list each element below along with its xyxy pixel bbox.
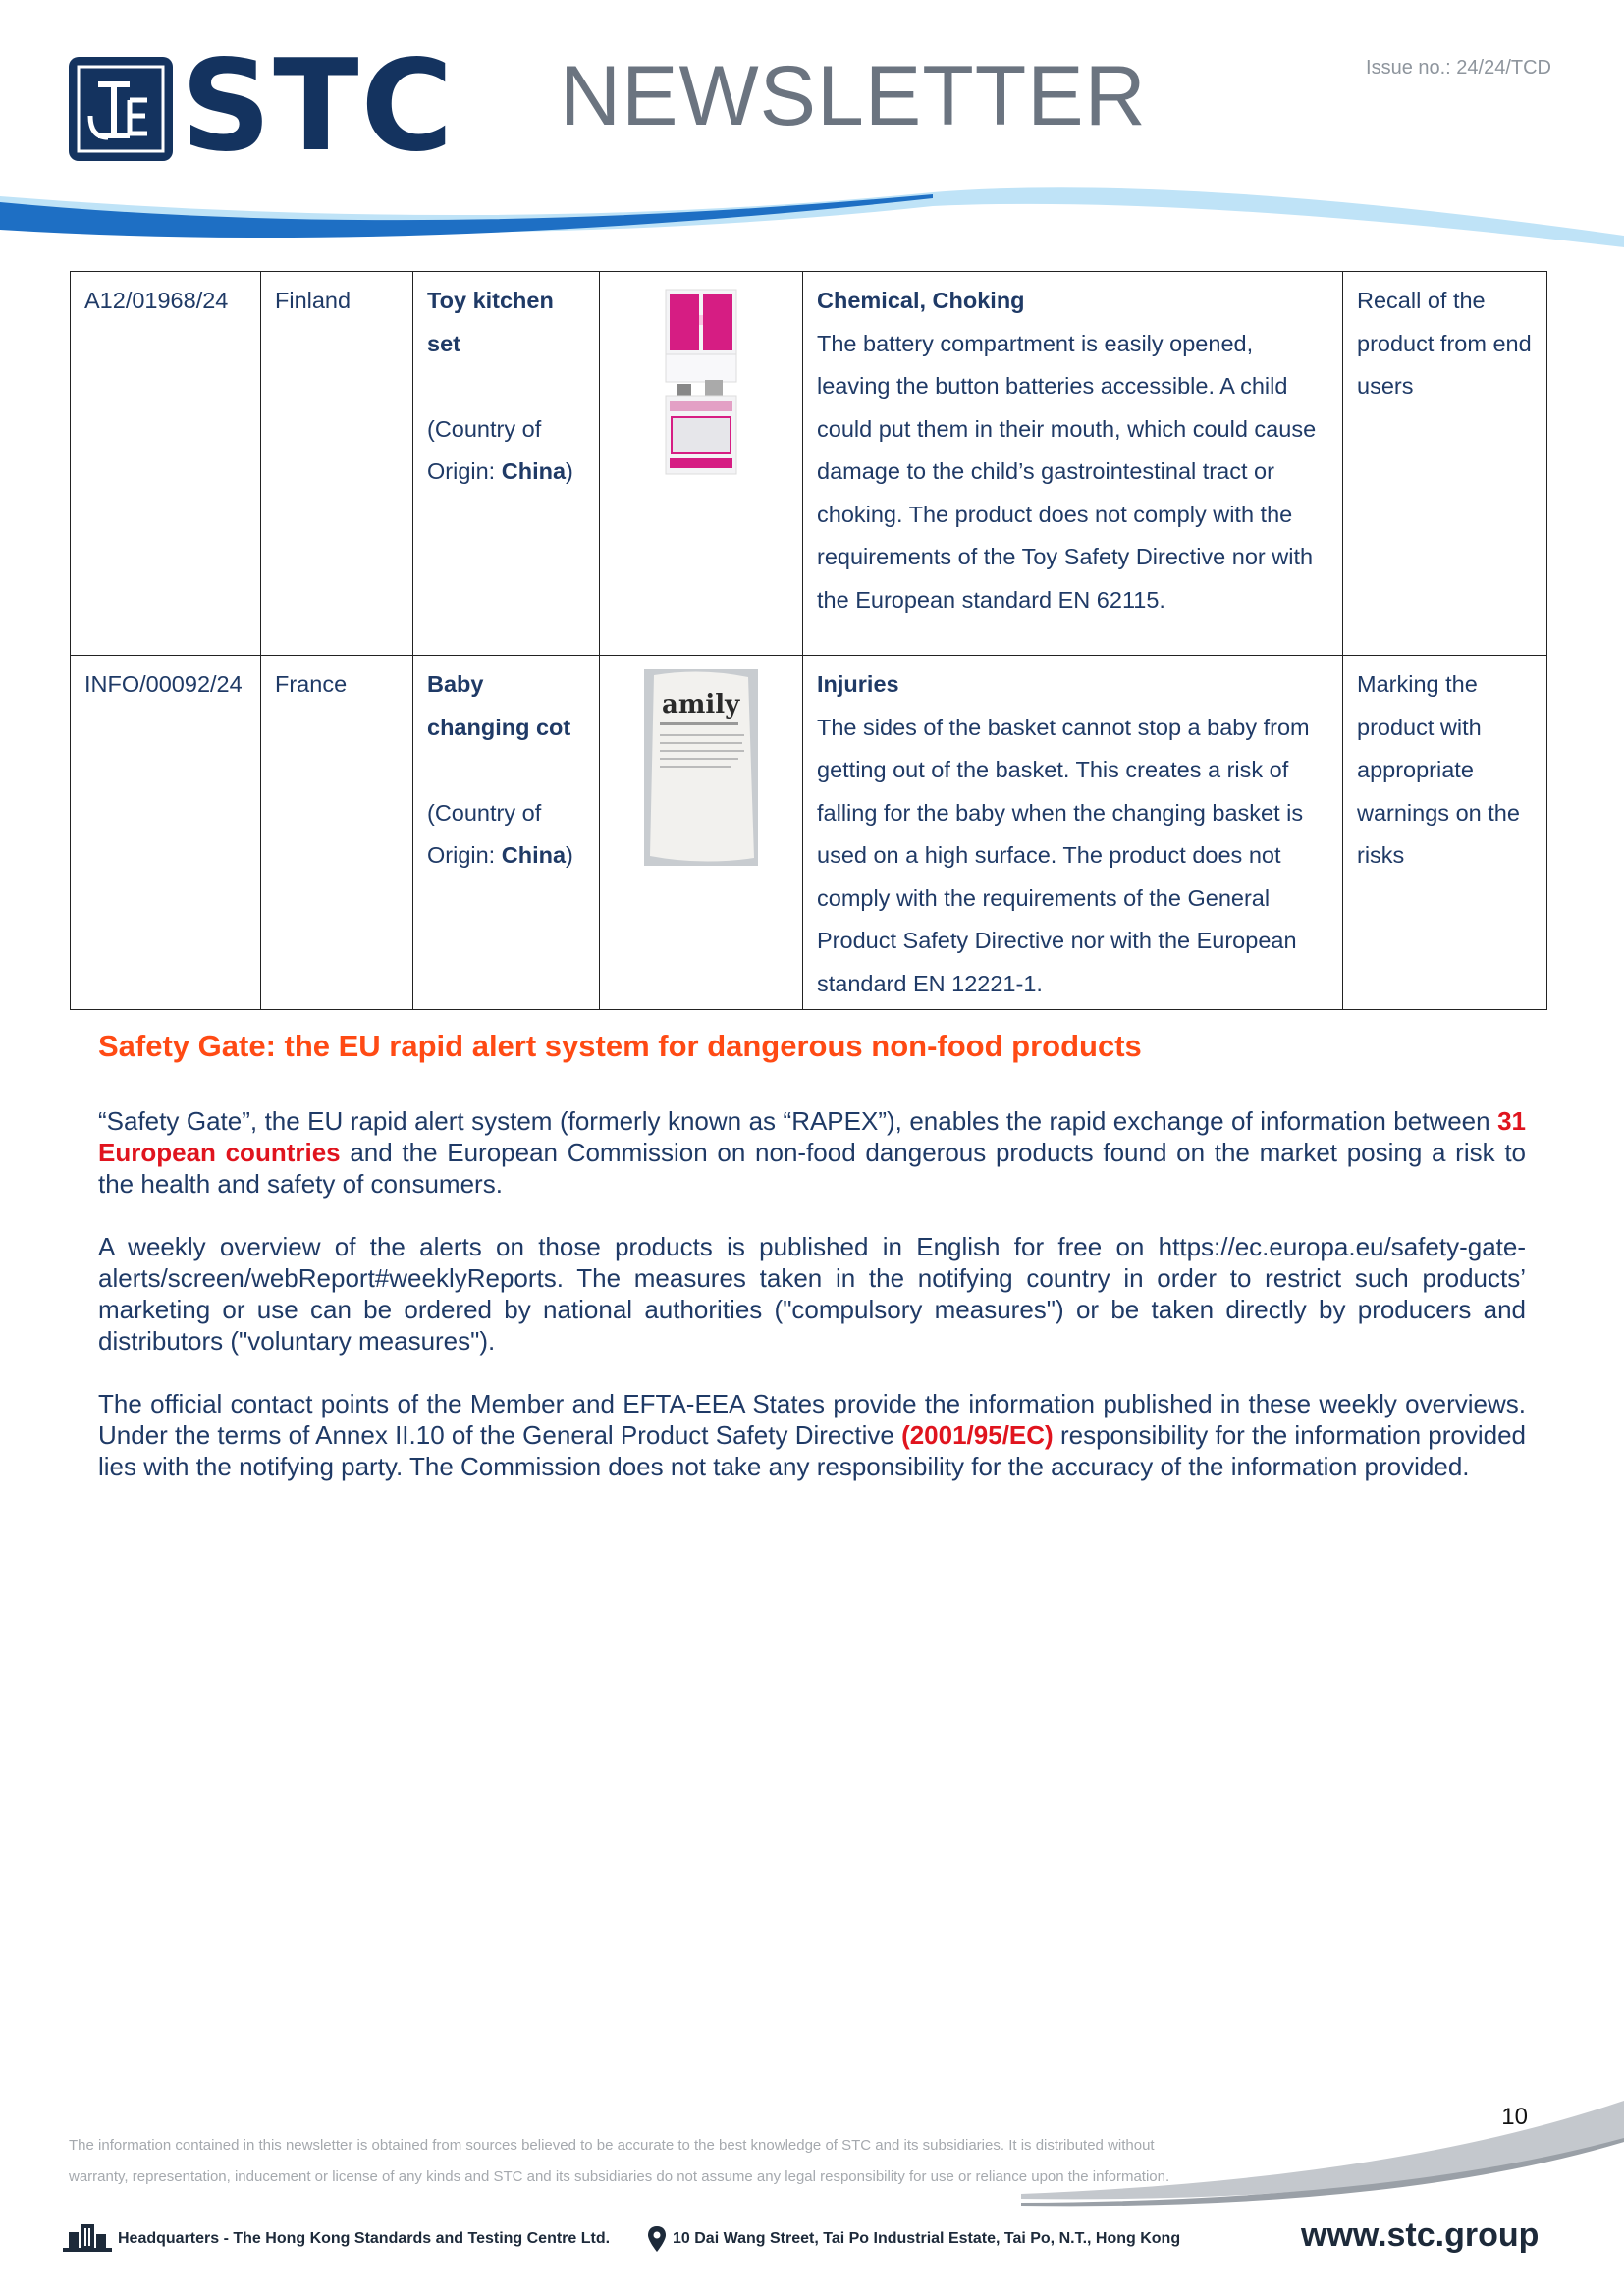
- risk-cell: [803, 272, 1343, 656]
- measure-cell: Recall of the product from end users: [1343, 272, 1547, 656]
- measure-cell: Marking the product with appropriate warnings on the risks: [1343, 656, 1547, 1010]
- toy-kitchen-photo: [662, 286, 740, 478]
- table-row: [71, 272, 1547, 656]
- issue-number: Issue no.: 24/24/TCD: [1366, 57, 1551, 79]
- building-icon: [63, 2222, 112, 2252]
- ref-cell: A12/01968/24: [71, 272, 261, 656]
- location-pin-icon: [648, 2226, 666, 2252]
- alerts-table: [70, 271, 1547, 1010]
- paragraph-intro: “Safety Gate”, the EU rapid alert system (formerly known as “RAPEX”), enables the rapid exchange of information between 31 European countries and the European Commission on non-food dangerous products found on the market posing a risk to the health and safety of consumers.: [98, 1106, 1526, 1199]
- table-row: [71, 656, 1547, 1010]
- baby-changing-cot-photo: [644, 669, 758, 866]
- country-cell: France: [261, 656, 413, 1010]
- headquarters-text: Headquarters - The Hong Kong Standards and Testing Centre Ltd.: [118, 2230, 611, 2247]
- section-heading: Safety Gate: the EU rapid alert system for dangerous non-food products: [98, 1029, 1142, 1063]
- risk-cell: [803, 656, 1343, 1010]
- header-wave-decoration: [0, 177, 1624, 265]
- product-name-line: set: [427, 330, 460, 356]
- origin-line: Origin: China): [427, 458, 573, 484]
- photo-cell: [600, 272, 803, 656]
- product-name-line: changing cot: [427, 714, 571, 740]
- disclaimer: The information contained in this newsletter is obtained from sources believed to be accurate to the best knowledge of STC and its subsidiaries. It is distributed without warranty, representation, inducement or license of any kinds and STC and its subsidiaries do not assume any legal responsibility for use or reliance upon the information.: [69, 2137, 1170, 2185]
- product-cell: [413, 272, 600, 656]
- risk-description: The sides of the basket cannot stop a baby from getting out of the basket. This creates a risk of falling for the baby when the changing basket is used on a high surface. The product does not comply with the requirements of the General Product Safety Directive nor with the European standard EN 12221-1.: [817, 714, 1310, 996]
- stc-emblem-icon: [69, 57, 173, 161]
- paragraph-weekly-overview: A weekly overview of the alerts on those products is published in English for free on https://ec.europa.eu/safety-gate-alerts/screen/webReport#weeklyReports. The measures taken in the notifying country in order to restrict such products’ marketing or use can be ordered by national authorities ("compulsory measures") or be taken directly by producers and distributors ("voluntary measures").: [98, 1232, 1526, 1356]
- address-text: 10 Dai Wang Street, Tai Po Industrial Estate, Tai Po, N.T., Hong Kong: [673, 2230, 1181, 2247]
- newsletter-title: NEWSLETTER: [560, 49, 1147, 143]
- risk-description: The battery compartment is easily opened, leaving the button batteries accessible. A child could put them in their mouth, which could cause damage to the child’s gastrointestinal tract or choking. The product does not comply with the requirements of the Toy Safety Directive nor with the European standard EN 62115.: [817, 330, 1317, 613]
- stc-logo-text: STC: [181, 33, 456, 180]
- highlight-directive: (2001/95/EC): [901, 1420, 1054, 1450]
- origin-country: China: [501, 458, 567, 484]
- origin-prefix: (Country of: [427, 415, 542, 442]
- photo-cell: [600, 656, 803, 1010]
- risk-type: Chemical, Choking: [817, 288, 1025, 313]
- risk-type: Injuries: [817, 671, 899, 697]
- product-name-line: Toy kitchen: [427, 288, 554, 313]
- country-cell: Finland: [261, 272, 413, 656]
- origin-line: Origin: China): [427, 842, 573, 868]
- stc-logo-mark: [69, 57, 173, 161]
- image-print-text: amily: [662, 690, 740, 720]
- origin-country: China: [501, 842, 567, 868]
- highlight-countries: 31 European countries: [98, 1106, 1526, 1167]
- ref-cell: INFO/00092/24: [71, 656, 261, 1010]
- paragraph-contact-points: The official contact points of the Member and EFTA-EEA States provide the information published in these weekly overviews. Under the terms of Annex II.10 of the General Product Safety Directive (2001/95/EC) responsibility for the information provided lies with the notifying party. The Commission does not take any responsibility for the accuracy of the information provided.: [98, 1389, 1526, 1481]
- page-number: 10: [1501, 2104, 1528, 2130]
- product-cell: [413, 656, 600, 1010]
- product-name-line: Baby: [427, 671, 484, 697]
- website-link[interactable]: www.stc.group: [1301, 2216, 1540, 2254]
- origin-prefix: (Country of: [427, 799, 542, 826]
